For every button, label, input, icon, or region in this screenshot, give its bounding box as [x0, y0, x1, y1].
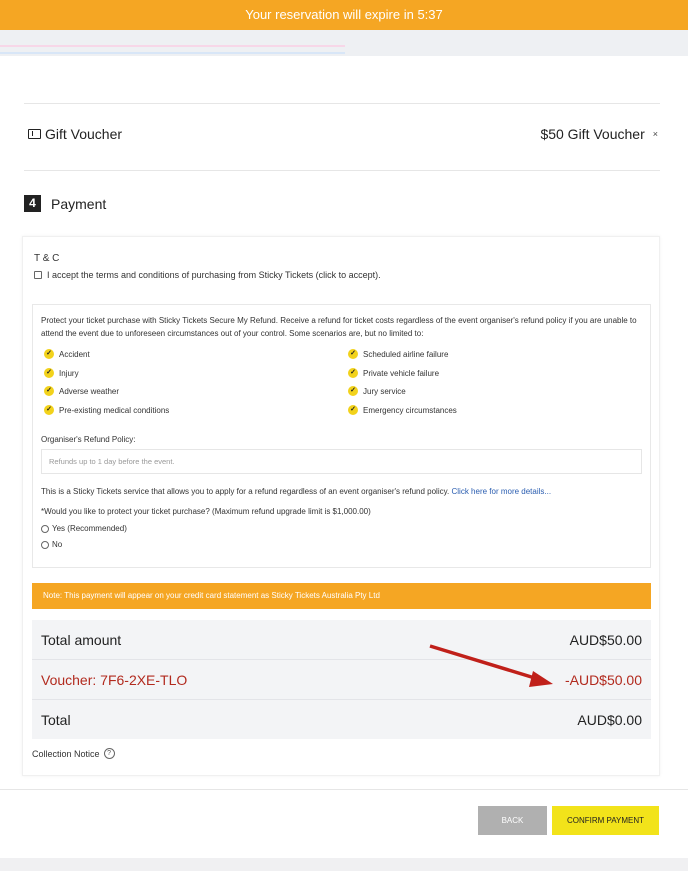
check-circle-icon: ✓ [44, 386, 54, 396]
scenario-label: Pre-existing medical conditions [59, 405, 170, 415]
terms-title: T & C [34, 253, 60, 264]
scenario-item [44, 405, 169, 415]
accept-terms-checkbox[interactable] [34, 271, 42, 279]
scenario-label: Emergency circumstances [363, 405, 457, 415]
check-circle-icon: ✓ [348, 368, 358, 378]
refund-intro-text: Protect your ticket purchase with Sticky Tickets Secure My Refund. Receive a refund for ticket costs regardless of the event organiser's refund policy if you are unable to attend the event due to unforeseen circumstances out of your control. Some scenarios are, but no limited to: [41, 316, 637, 338]
details-link[interactable]: Click here for more details... [451, 487, 552, 496]
scenario-item [44, 386, 119, 396]
check-circle-icon: ✓ [348, 386, 358, 396]
no-label[interactable]: No [52, 540, 63, 549]
scenario-label: Adverse weather [59, 386, 120, 396]
refund-policy-field: Refunds up to 1 day before the event. [41, 449, 642, 474]
refund-policy-label: Organiser's Refund Policy: [41, 435, 136, 444]
step-number: 4 [24, 195, 41, 212]
back-button[interactable]: BACK [478, 806, 547, 835]
total-amount-value: AUD$50.00 [569, 631, 642, 648]
check-circle-icon: ✓ [348, 405, 358, 415]
protect-question: *Would you like to protect your ticket purchase? (Maximum refund upgrade limit is $1,000.00) [41, 507, 371, 516]
check-circle-icon: ✓ [44, 368, 54, 378]
billing-note: Note: This payment will appear on your credit card statement as Sticky Tickets Australia Pty Ltd [32, 583, 651, 609]
yes-label[interactable]: Yes (Recommended) [52, 524, 127, 533]
collection-notice-label[interactable]: Collection Notice [32, 748, 100, 759]
collection-notice[interactable] [32, 748, 115, 759]
scenario-item [348, 368, 439, 378]
question-circle-icon[interactable]: ? [104, 748, 115, 759]
yes-radio[interactable] [41, 525, 49, 533]
scenario-item [44, 349, 90, 359]
divider [24, 103, 660, 104]
scenario-label: Accident [59, 349, 90, 359]
check-circle-icon: ✓ [44, 349, 54, 359]
scenario-label: Scheduled airline failure [363, 349, 449, 359]
check-circle-icon: ✓ [348, 349, 358, 359]
gift-voucher-value: $50 Gift Voucher [540, 126, 645, 142]
scenario-item [348, 386, 406, 396]
voucher-row [32, 660, 651, 699]
decorative-stripe [0, 45, 345, 47]
close-icon[interactable]: × [652, 129, 658, 139]
decorative-stripe [0, 52, 345, 54]
gift-voucher-title: Gift Voucher [45, 126, 123, 142]
step-title: Payment [51, 195, 107, 212]
accept-terms-label[interactable]: I accept the terms and conditions of purchasing from Sticky Tickets (click to accept). [47, 270, 381, 280]
divider [24, 170, 660, 171]
scenario-label: Private vehicle failure [363, 368, 440, 378]
total-label: Total [41, 711, 71, 728]
service-text: This is a Sticky Tickets service that allows you to apply for a refund regardless of an event organiser's refund policy. [41, 487, 450, 496]
reservation-timer-banner: Your reservation will expire in 5:37 [0, 0, 688, 30]
scenario-item [348, 349, 448, 359]
voucher-value: -AUD$50.00 [564, 671, 642, 688]
confirm-payment-button[interactable]: CONFIRM PAYMENT [552, 806, 659, 835]
scenario-label: Jury service [363, 386, 406, 396]
total-value: AUD$0.00 [577, 711, 642, 728]
scenario-label: Injury [59, 368, 79, 378]
voucher-label: Voucher: 7F6-2XE-TLO [41, 671, 188, 688]
service-description [41, 487, 551, 496]
check-circle-icon: ✓ [44, 405, 54, 415]
payment-step-header [24, 195, 106, 212]
total-row [32, 700, 651, 739]
total-amount-row [32, 620, 651, 659]
accept-terms-row[interactable] [34, 270, 381, 280]
gift-voucher-row [28, 126, 658, 144]
ticket-icon [28, 129, 41, 139]
divider [0, 789, 688, 790]
no-radio[interactable] [41, 541, 49, 549]
totals-table [32, 620, 651, 739]
scenario-item [44, 368, 79, 378]
option-no-row[interactable] [41, 540, 62, 549]
total-amount-label: Total amount [41, 631, 122, 648]
option-yes-row[interactable] [41, 524, 127, 533]
scenario-item [348, 405, 457, 415]
